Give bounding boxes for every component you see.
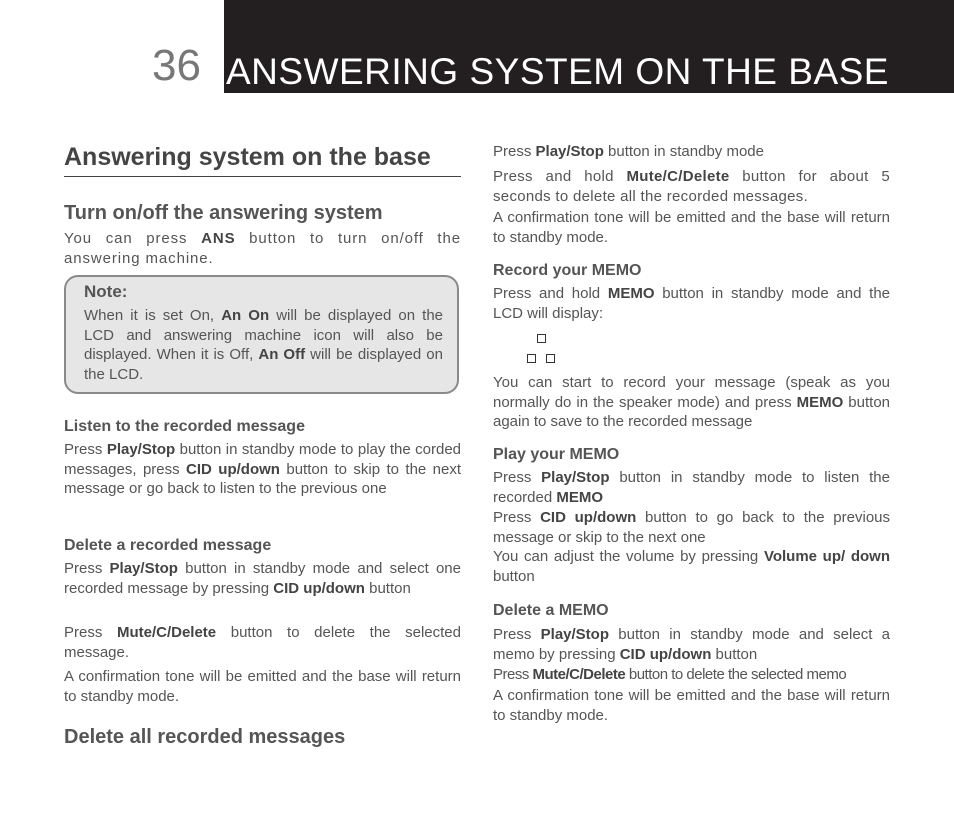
paragraph-delete-all-1: Press Play/Stop button in standby mode [493, 143, 764, 160]
paragraph-delete-one-3: A confirmation tone will be emitted and the base will return to standby mode. [64, 668, 461, 705]
paragraph-delete-one-1: Press Play/Stop button in standby mode and select one recorded message by pressing CID up/down button [64, 560, 461, 597]
heading-delete-memo: Delete a MEMO [493, 602, 609, 619]
paragraph-play-memo-3: You can adjust the volume by pressing Volume up/ down button [493, 548, 890, 585]
paragraph-play-memo-2: Press CID up/down button to go back to the previous message or skip to the next one [493, 509, 890, 546]
paragraph-delete-all-3: A confirmation tone will be emitted and the base will return to standby mode. [493, 209, 890, 246]
heading-play-memo: Play your MEMO [493, 446, 620, 463]
paragraph-delete-memo-1: Press Play/Stop button in standby mode and select a memo by pressing CID up/down button [493, 626, 890, 663]
note-text: When it is set On, An On will be displayed on the LCD and answering machine icon will also be displayed. When it is Off, An Off will be displayed on the LCD. [84, 307, 444, 383]
note-title: Note: [84, 282, 128, 301]
paragraph-delete-memo-2: Press Mute/C/Delete button to delete the selected memo [493, 666, 847, 683]
heading-turn-onoff: Turn on/off the answering system [64, 202, 383, 224]
lcd-square-icon [546, 354, 555, 363]
page-number: 36 [152, 41, 201, 90]
paragraph-delete-all-2: Press and hold Mute/C/Delete button for about 5 seconds to delete all the recorded messages. [493, 168, 890, 205]
heading-record-memo: Record your MEMO [493, 262, 642, 279]
heading-delete-all: Delete all recorded messages [64, 726, 346, 748]
paragraph-turn-onoff: You can press ANS button to turn on/off the answering machine. [64, 230, 461, 267]
heading-listen: Listen to the recorded message [64, 418, 305, 435]
lcd-square-icon [527, 354, 536, 363]
paragraph-delete-one-2: Press Mute/C/Delete button to delete the selected message. [64, 624, 461, 661]
paragraph-play-memo-1: Press Play/Stop button in standby mode to listen the recorded MEMO [493, 469, 890, 506]
paragraph-record-memo-2: You can start to record your message (speak as you normally do in the speaker mode) and press MEMO button again to save to the recorded message [493, 374, 891, 430]
paragraph-listen: Press Play/Stop button in standby mode to play the corded messages, press CID up/down button to skip to the next message or go back to listen to the previous one [64, 441, 462, 497]
section-title: Answering system on the base [64, 143, 461, 177]
heading-delete-one: Delete a recorded message [64, 537, 272, 554]
page-title: ANSWERING SYSTEM ON THE BASE [226, 51, 889, 92]
paragraph-record-memo-1: Press and hold MEMO button in standby mode and the LCD will display: [493, 285, 890, 322]
lcd-square-icon [537, 334, 546, 343]
paragraph-delete-memo-3: A confirmation tone will be emitted and the base will return to standby mode. [493, 687, 890, 724]
